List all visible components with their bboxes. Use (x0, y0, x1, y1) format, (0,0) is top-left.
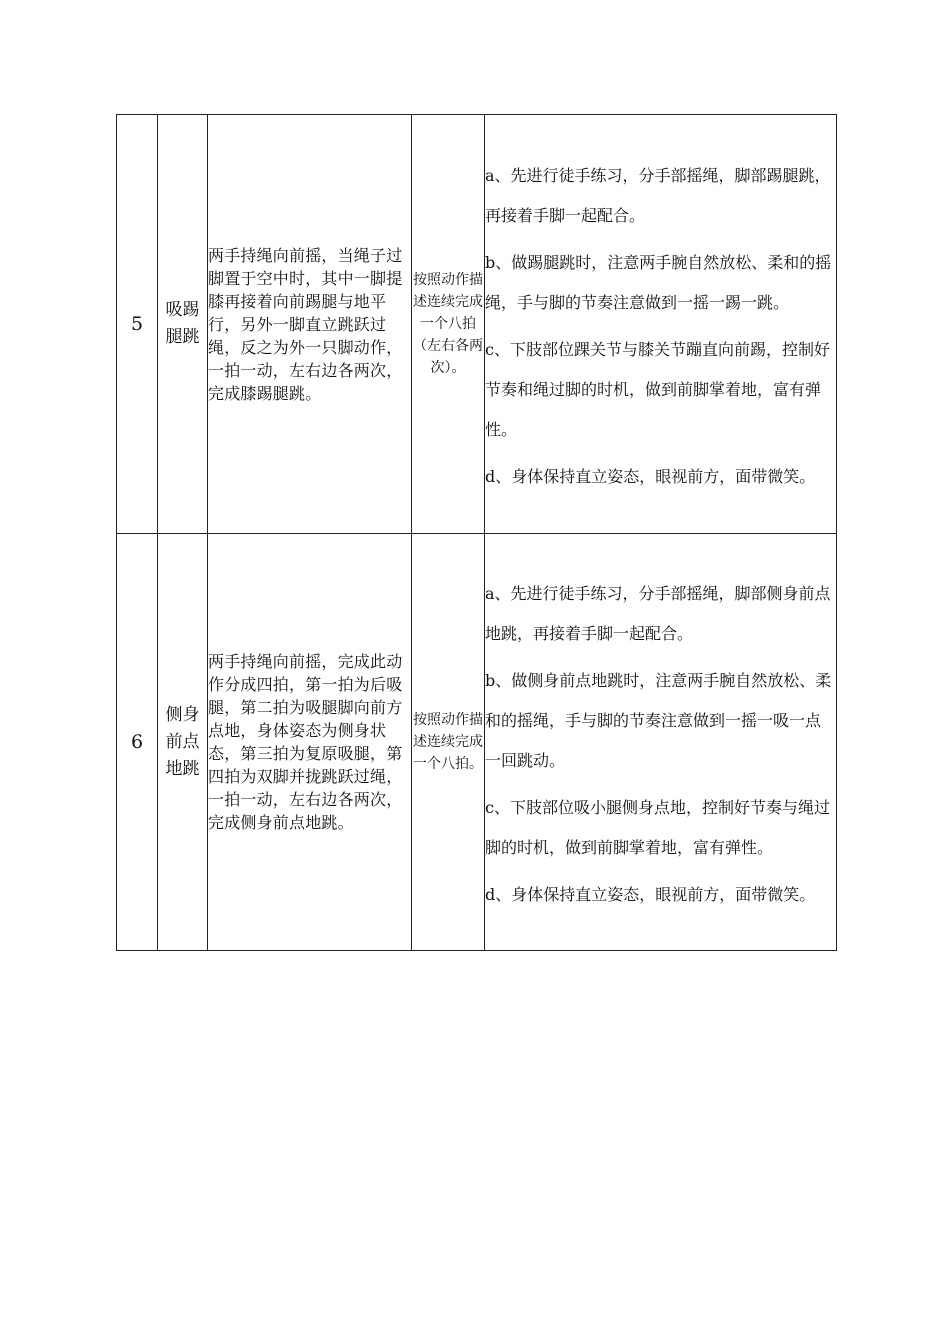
exercise-points (485, 115, 837, 534)
exercise-points (485, 534, 837, 951)
point-item: c、下肢部位吸小腿侧身点地，控制好节奏与绳过脚的时机，做到前脚掌着地，富有弹性。 (485, 797, 830, 857)
point-item: d、身体保持直立姿态，眼视前方，面带微笑。 (485, 466, 816, 486)
exercise-description: 两手持绳向前摇，当绳子过脚置于空中时，其中一脚提膝再接着向前踢腿与地平行，另外一脚直立跳跃过绳，反之为外一只脚动作，一拍一动，左右边各两次，完成膝踢腿跳。 (208, 115, 412, 534)
exercise-requirement: 按照动作描述连续完成一个八拍。 (412, 534, 485, 951)
exercise-table (116, 114, 837, 951)
point-item: b、做踢腿跳时，注意两手腕自然放松、柔和的摇绳，手与脚的节奏注意做到一摇一踢一跳。 (485, 252, 832, 312)
exercise-name-text: 侧身前点地跳 (165, 704, 200, 779)
point-item: a、先进行徒手练习，分手部摇绳，脚部侧身前点地跳，再接着手脚一起配合。 (485, 583, 831, 643)
row-number: 5 (117, 115, 158, 534)
exercise-name-text: 吸踢腿跳 (165, 300, 200, 347)
exercise-name (158, 115, 208, 534)
exercise-requirement: 按照动作描述连续完成一个八拍（左右各两次）。 (412, 115, 485, 534)
table-row (117, 534, 837, 951)
point-item: b、做侧身前点地跳时，注意两手腕自然放松、柔和的摇绳，手与脚的节奏注意做到一摇一吸一点一回跳动。 (485, 670, 832, 770)
row-number: 6 (117, 534, 158, 951)
point-item: c、下肢部位踝关节与膝关节蹦直向前踢，控制好节奏和绳过脚的时机，做到前脚掌着地，富有弹性。 (485, 339, 830, 439)
table-row (117, 115, 837, 534)
exercise-name (158, 534, 208, 951)
point-item: a、先进行徒手练习，分手部摇绳，脚部踢腿跳，再接着手脚一起配合。 (485, 165, 831, 225)
exercise-description: 两手持绳向前摇，完成此动作分成四拍，第一拍为后吸腿，第二拍为吸腿脚向前方点地，身体姿态为侧身状态，第三拍为复原吸腿，第四拍为双脚并拢跳跃过绳，一拍一动，左右边各两次，完成侧身前点地跳。 (208, 534, 412, 951)
point-item: d、身体保持直立姿态，眼视前方，面带微笑。 (485, 884, 816, 904)
